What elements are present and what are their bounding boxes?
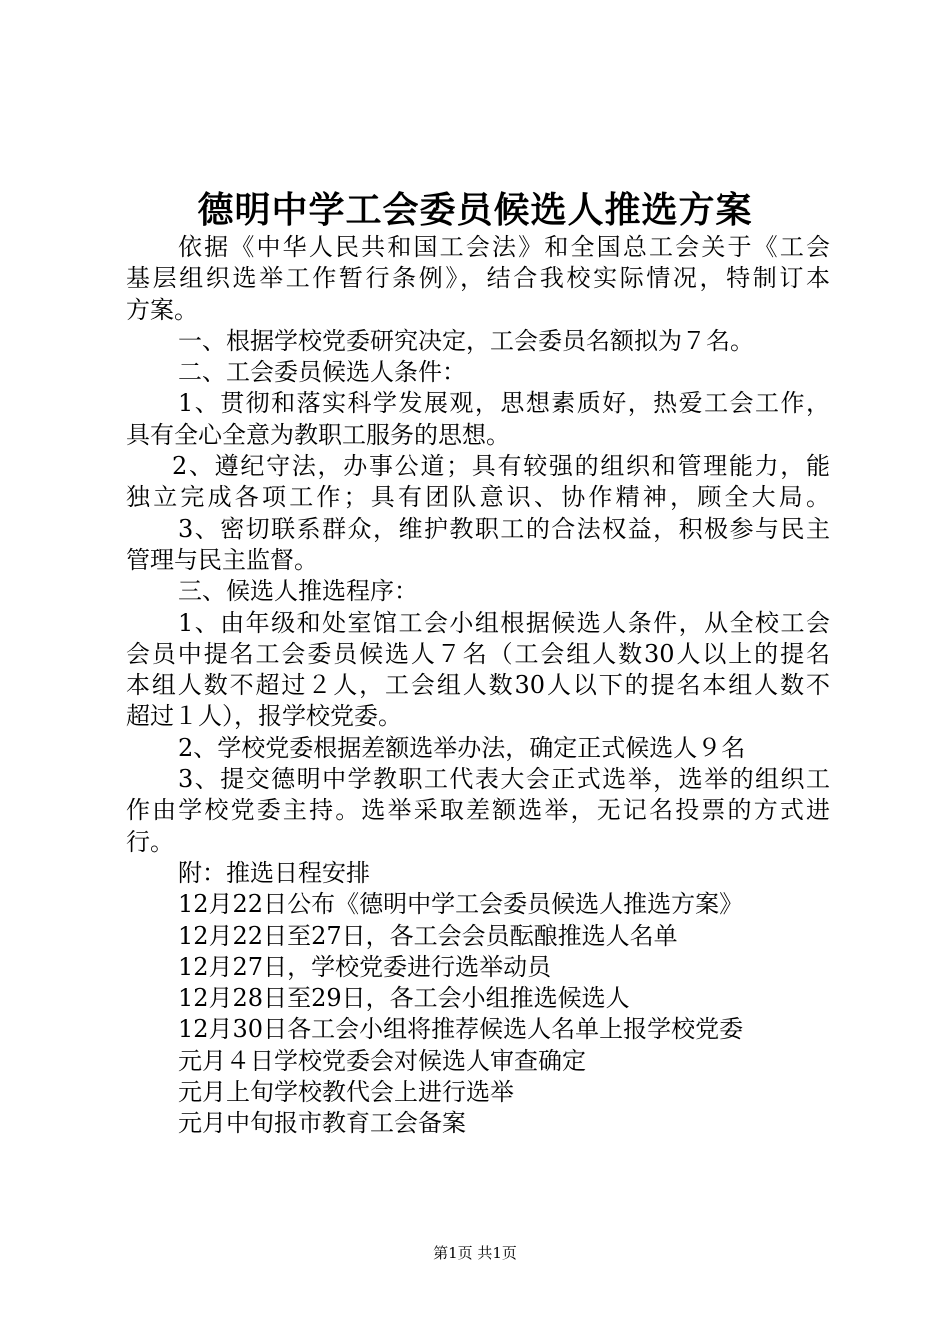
paragraph-line: 3、密切联系群众，维护教职工的合法权益，积极参与民主 xyxy=(178,514,830,543)
paragraph-line: 作由学校党委主持。选举采取差额选举，无记名投票的方式进 xyxy=(126,796,830,825)
paragraph-line: 管理与民主监督。 xyxy=(126,545,318,574)
paragraph-line: 独立完成各项工作；具有团队意识、协作精神，顾全大局。 xyxy=(126,483,830,512)
schedule-item: 12月30日各工会小组将推荐候选人名单上报学校党委 xyxy=(178,1015,744,1044)
paragraph-line: 具有全心全意为教职工服务的思想。 xyxy=(126,420,510,449)
section-heading: 二、工会委员候选人条件： xyxy=(178,358,466,387)
schedule-item: 元月４日学校党委会对候选人审查确定 xyxy=(178,1046,586,1075)
section-heading: 三、候选人推选程序： xyxy=(178,577,418,606)
paragraph-line: 基层组织选举工作暂行条例》，结合我校实际情况，特制订本 xyxy=(126,264,830,293)
paragraph-line: 2、学校党委根据差额选举办法，确定正式候选人９名 xyxy=(178,733,746,762)
document-body xyxy=(126,232,830,1140)
paragraph-line: 3、提交德明中学教职工代表大会正式选举，选举的组织工 xyxy=(178,765,830,794)
schedule-item: 元月上旬学校教代会上进行选举 xyxy=(178,1078,514,1107)
paragraph-line: 2、遵纪守法，办事公道；具有较强的组织和管理能力，能 xyxy=(172,452,830,481)
paragraph-line: 1、由年级和处室馆工会小组根据候选人条件，从全校工会 xyxy=(178,608,830,637)
paragraph-line: 一、根据学校党委研究决定，工会委员名额拟为７名。 xyxy=(178,326,754,355)
paragraph-line: 依据《中华人民共和国工会法》和全国总工会关于《工会 xyxy=(178,233,830,261)
schedule-item: 12月27日，学校党委进行选举动员 xyxy=(178,952,552,981)
schedule-item: 元月中旬报市教育工会备案 xyxy=(178,1109,466,1138)
paragraph-line: 超过１人），报学校党委。 xyxy=(126,702,402,731)
paragraph-line: 1、贯彻和落实科学发展观，思想素质好，热爱工会工作， xyxy=(178,389,830,418)
schedule-item: 12月28日至29日，各工会小组推选候选人 xyxy=(178,984,630,1013)
paragraph-line: 方案。 xyxy=(126,295,198,324)
paragraph-line: 行。 xyxy=(126,827,174,856)
paragraph-line: 会员中提名工会委员候选人７名（工会组人数30人以上的提名 xyxy=(126,639,830,668)
page-footer: 第1页 共1页 xyxy=(433,1244,517,1262)
document-title: 德明中学工会委员候选人推选方案 xyxy=(197,189,753,231)
schedule-item: 12月22日公布《德明中学工会委员候选人推选方案》 xyxy=(178,890,744,919)
paragraph-line: 本组人数不超过２人，工会组人数30人以下的提名本组人数不 xyxy=(126,671,830,700)
schedule-item: 12月22日至27日，各工会会员酝酿推选人名单 xyxy=(178,921,678,950)
schedule-heading: 附：推选日程安排 xyxy=(178,858,370,887)
